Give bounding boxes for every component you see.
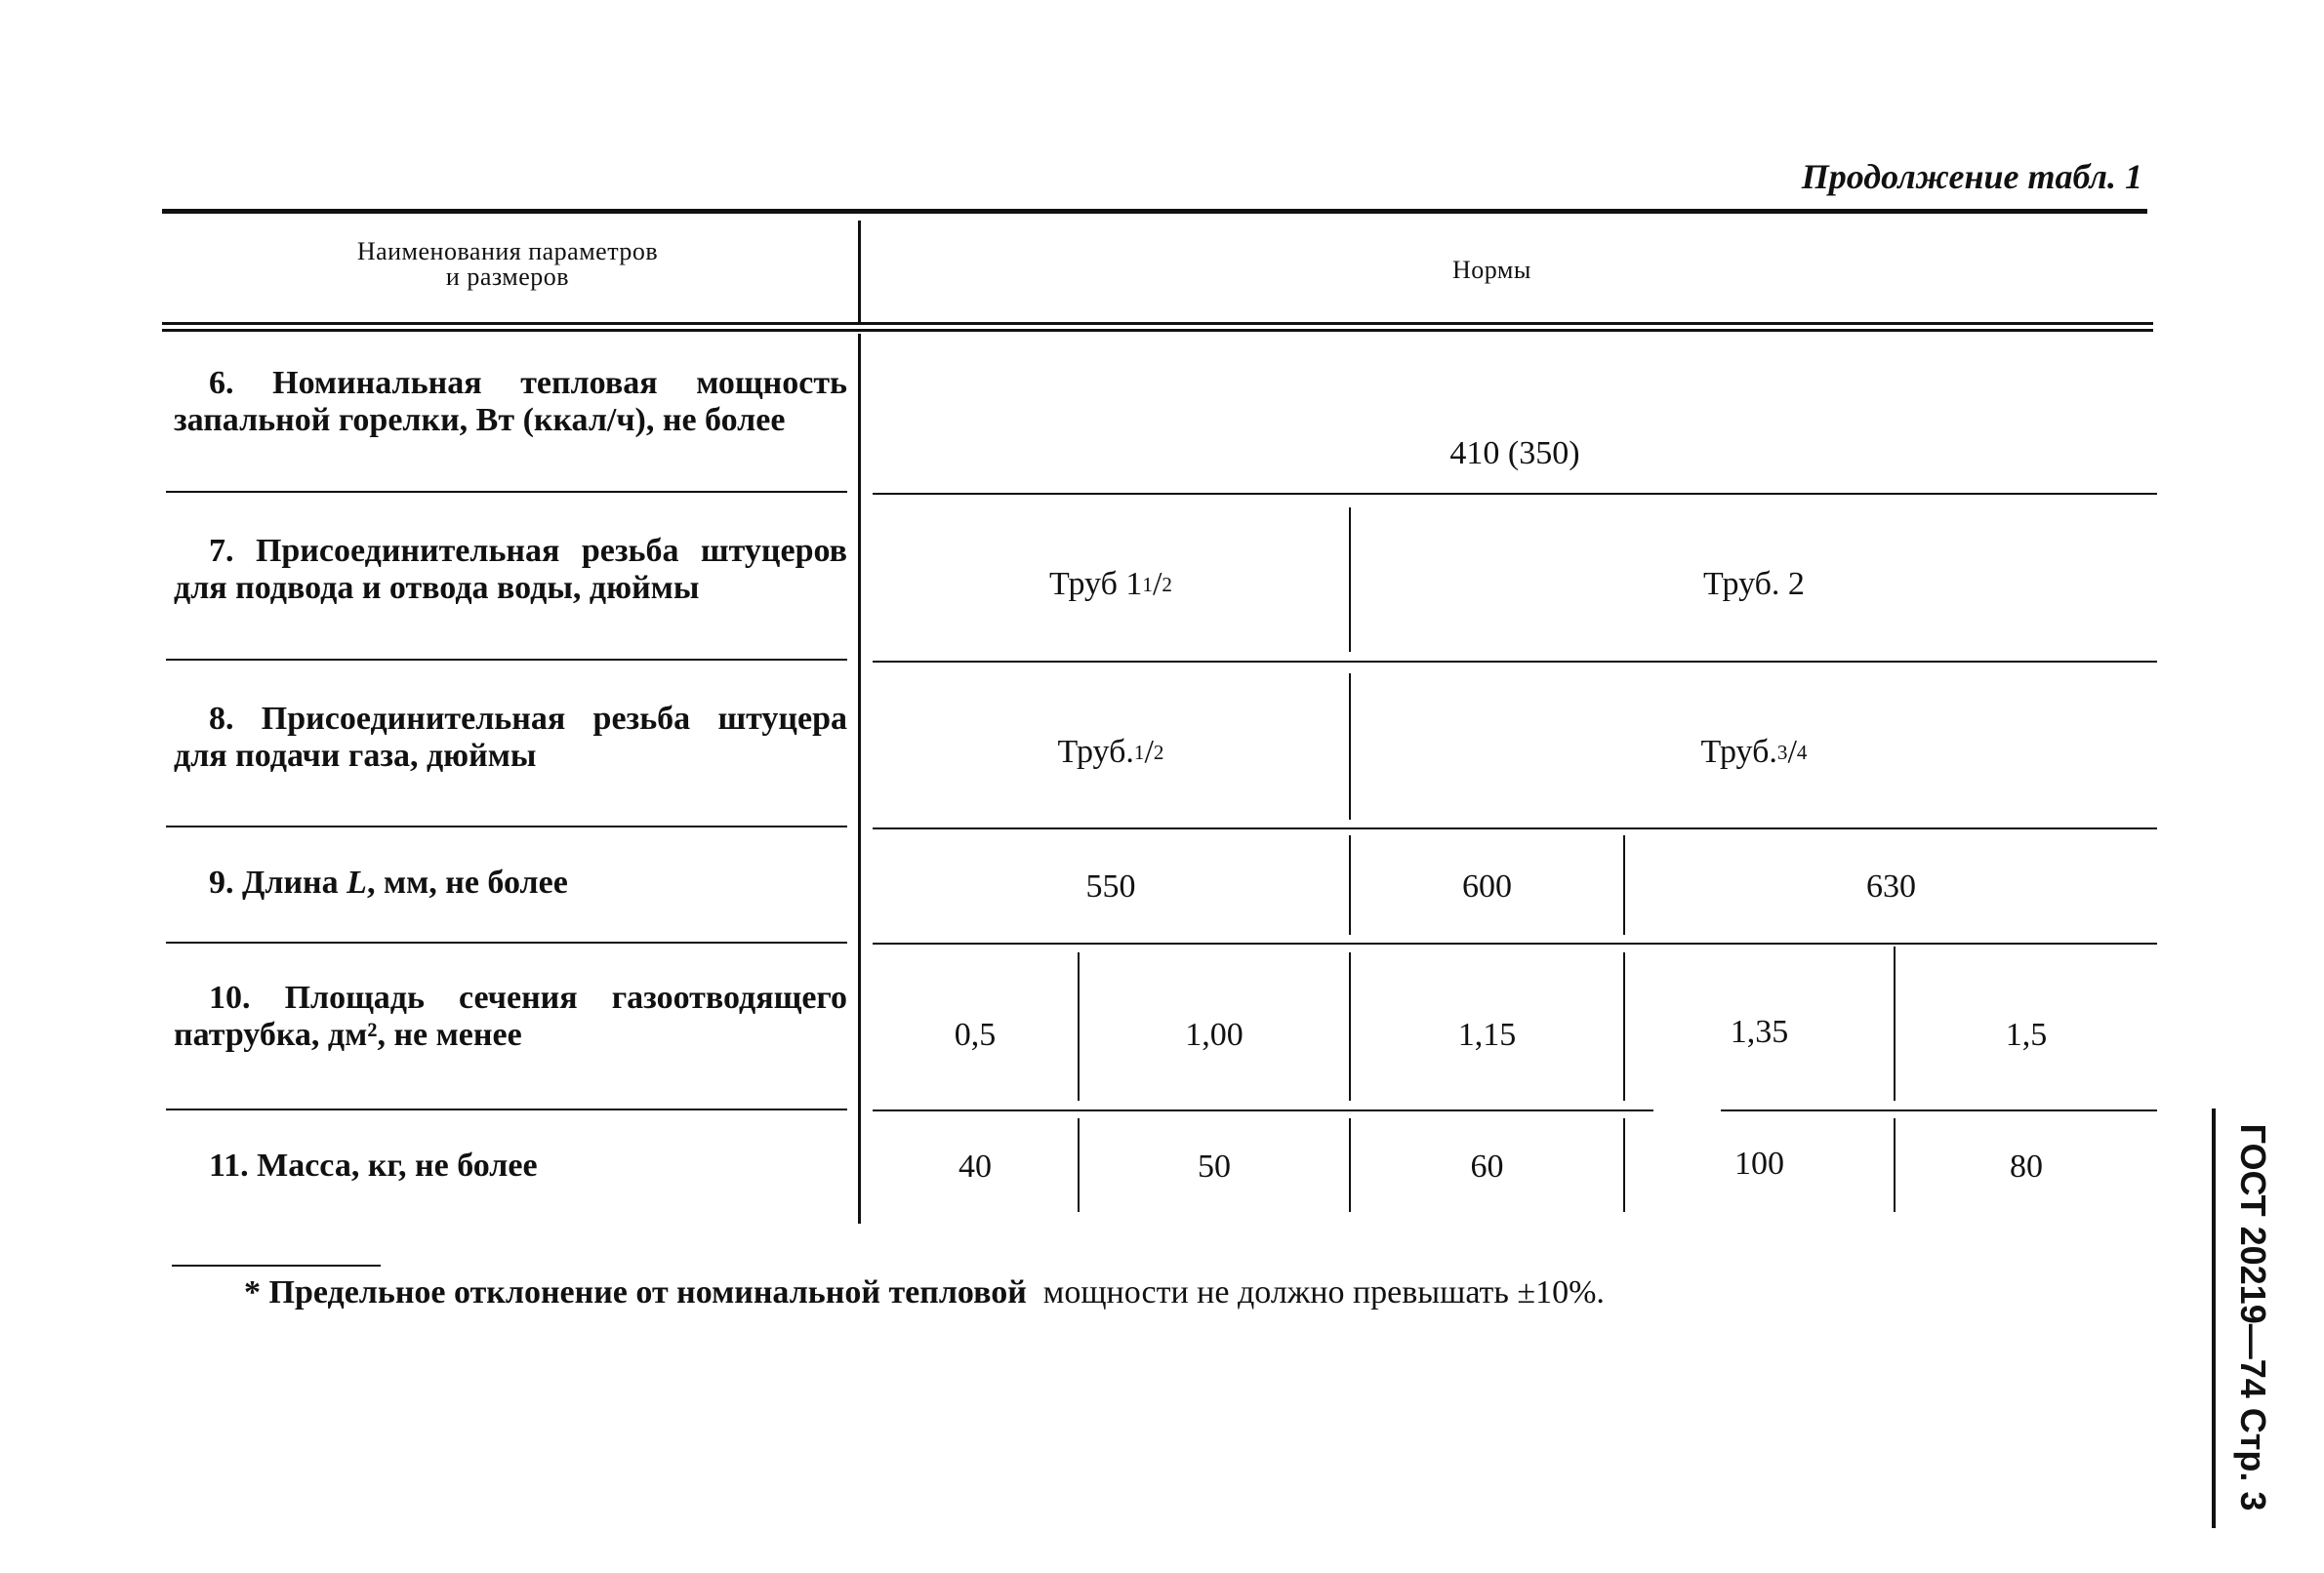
table-top-rule [162, 209, 2147, 214]
param-row-10: 10. Площадь сечения газоотводящего патрубка, дм², не менее [174, 980, 848, 1053]
value-row-10-a: 0,5 [954, 1017, 997, 1053]
param-row-7: 7. Присоединительная резьба штуцеров для подвода и отвода воды, дюймы [174, 533, 847, 606]
row-sep-right-10b [1721, 1109, 2157, 1111]
value-row-6: 410 (350) [1449, 435, 1580, 471]
value-row-10-d: 1,35 [1730, 1014, 1789, 1050]
value-row-7-a: Труб 1 1 / 2 [1049, 566, 1172, 602]
row-sep-right-8 [873, 827, 2157, 829]
param-row-9: 9. Длина L, мм, не более [209, 865, 568, 901]
value-row-9-b: 600 [1462, 868, 1512, 905]
value-row-8-b: Труб. 3 / 4 [1700, 734, 1808, 770]
header-param-line1: Наименования параметров [356, 237, 659, 265]
footnote-part2: мощности не должно превышать ±10%. [1042, 1274, 1605, 1311]
value-row-11-b: 50 [1198, 1149, 1231, 1185]
row-sep-left-6 [166, 491, 847, 493]
footnote-part1: * Предельное отклонение от номинальной тепловой [244, 1274, 1027, 1311]
header-norms-col: Нормы [1452, 256, 1531, 284]
header-param-line2: и размеров [445, 262, 570, 291]
value-row-11-a: 40 [958, 1149, 992, 1185]
main-vertical-divider-body [858, 334, 861, 1224]
main-vertical-divider [858, 221, 861, 322]
param-row-6: 6. Номинальная тепловая мощность запальной горелки, Вт (ккал/ч), не более [174, 365, 847, 438]
param-row-8: 8. Присоединительная резьба штуцера для подачи газа, дюймы [174, 701, 848, 774]
value-row-9-a: 550 [1085, 868, 1136, 905]
side-running-header [2223, 1112, 2282, 1522]
footnote [244, 1274, 1605, 1311]
value-row-9-c: 630 [1866, 868, 1916, 905]
value-row-10-c: 1,15 [1457, 1017, 1517, 1053]
continuation-caption: Продолжение табл. 1 [1801, 157, 2142, 196]
value-row-8-a: Труб. 1 / 2 [1057, 734, 1164, 770]
row-sep-left-9 [166, 942, 847, 944]
header-param-col [283, 239, 732, 290]
side-label: ГОСТ 20219—74 Стр. 3 [2233, 1123, 2273, 1512]
value-row-7-b: Труб. 2 [1703, 566, 1805, 602]
value-row-11-c: 60 [1470, 1149, 1504, 1185]
header-double-rule-1 [162, 322, 2153, 325]
value-row-10-b: 1,00 [1185, 1017, 1244, 1053]
row-sep-left-10 [166, 1109, 847, 1110]
row-sep-right-7 [873, 661, 2157, 663]
row-sep-right-10a [873, 1109, 1653, 1111]
footnote-rule [172, 1265, 381, 1267]
row-sep-right-6 [873, 493, 2157, 495]
side-rule [2212, 1109, 2216, 1528]
value-row-11-e: 80 [2010, 1149, 2043, 1185]
row-sep-left-7 [166, 659, 847, 661]
value-row-10-e: 1,5 [2005, 1017, 2048, 1053]
header-double-rule-2 [162, 329, 2153, 332]
row-sep-right-9 [873, 943, 2157, 945]
value-row-11-d: 100 [1734, 1146, 1784, 1182]
row-sep-left-8 [166, 826, 847, 827]
param-row-11: 11. Масса, кг, не более [209, 1148, 538, 1184]
